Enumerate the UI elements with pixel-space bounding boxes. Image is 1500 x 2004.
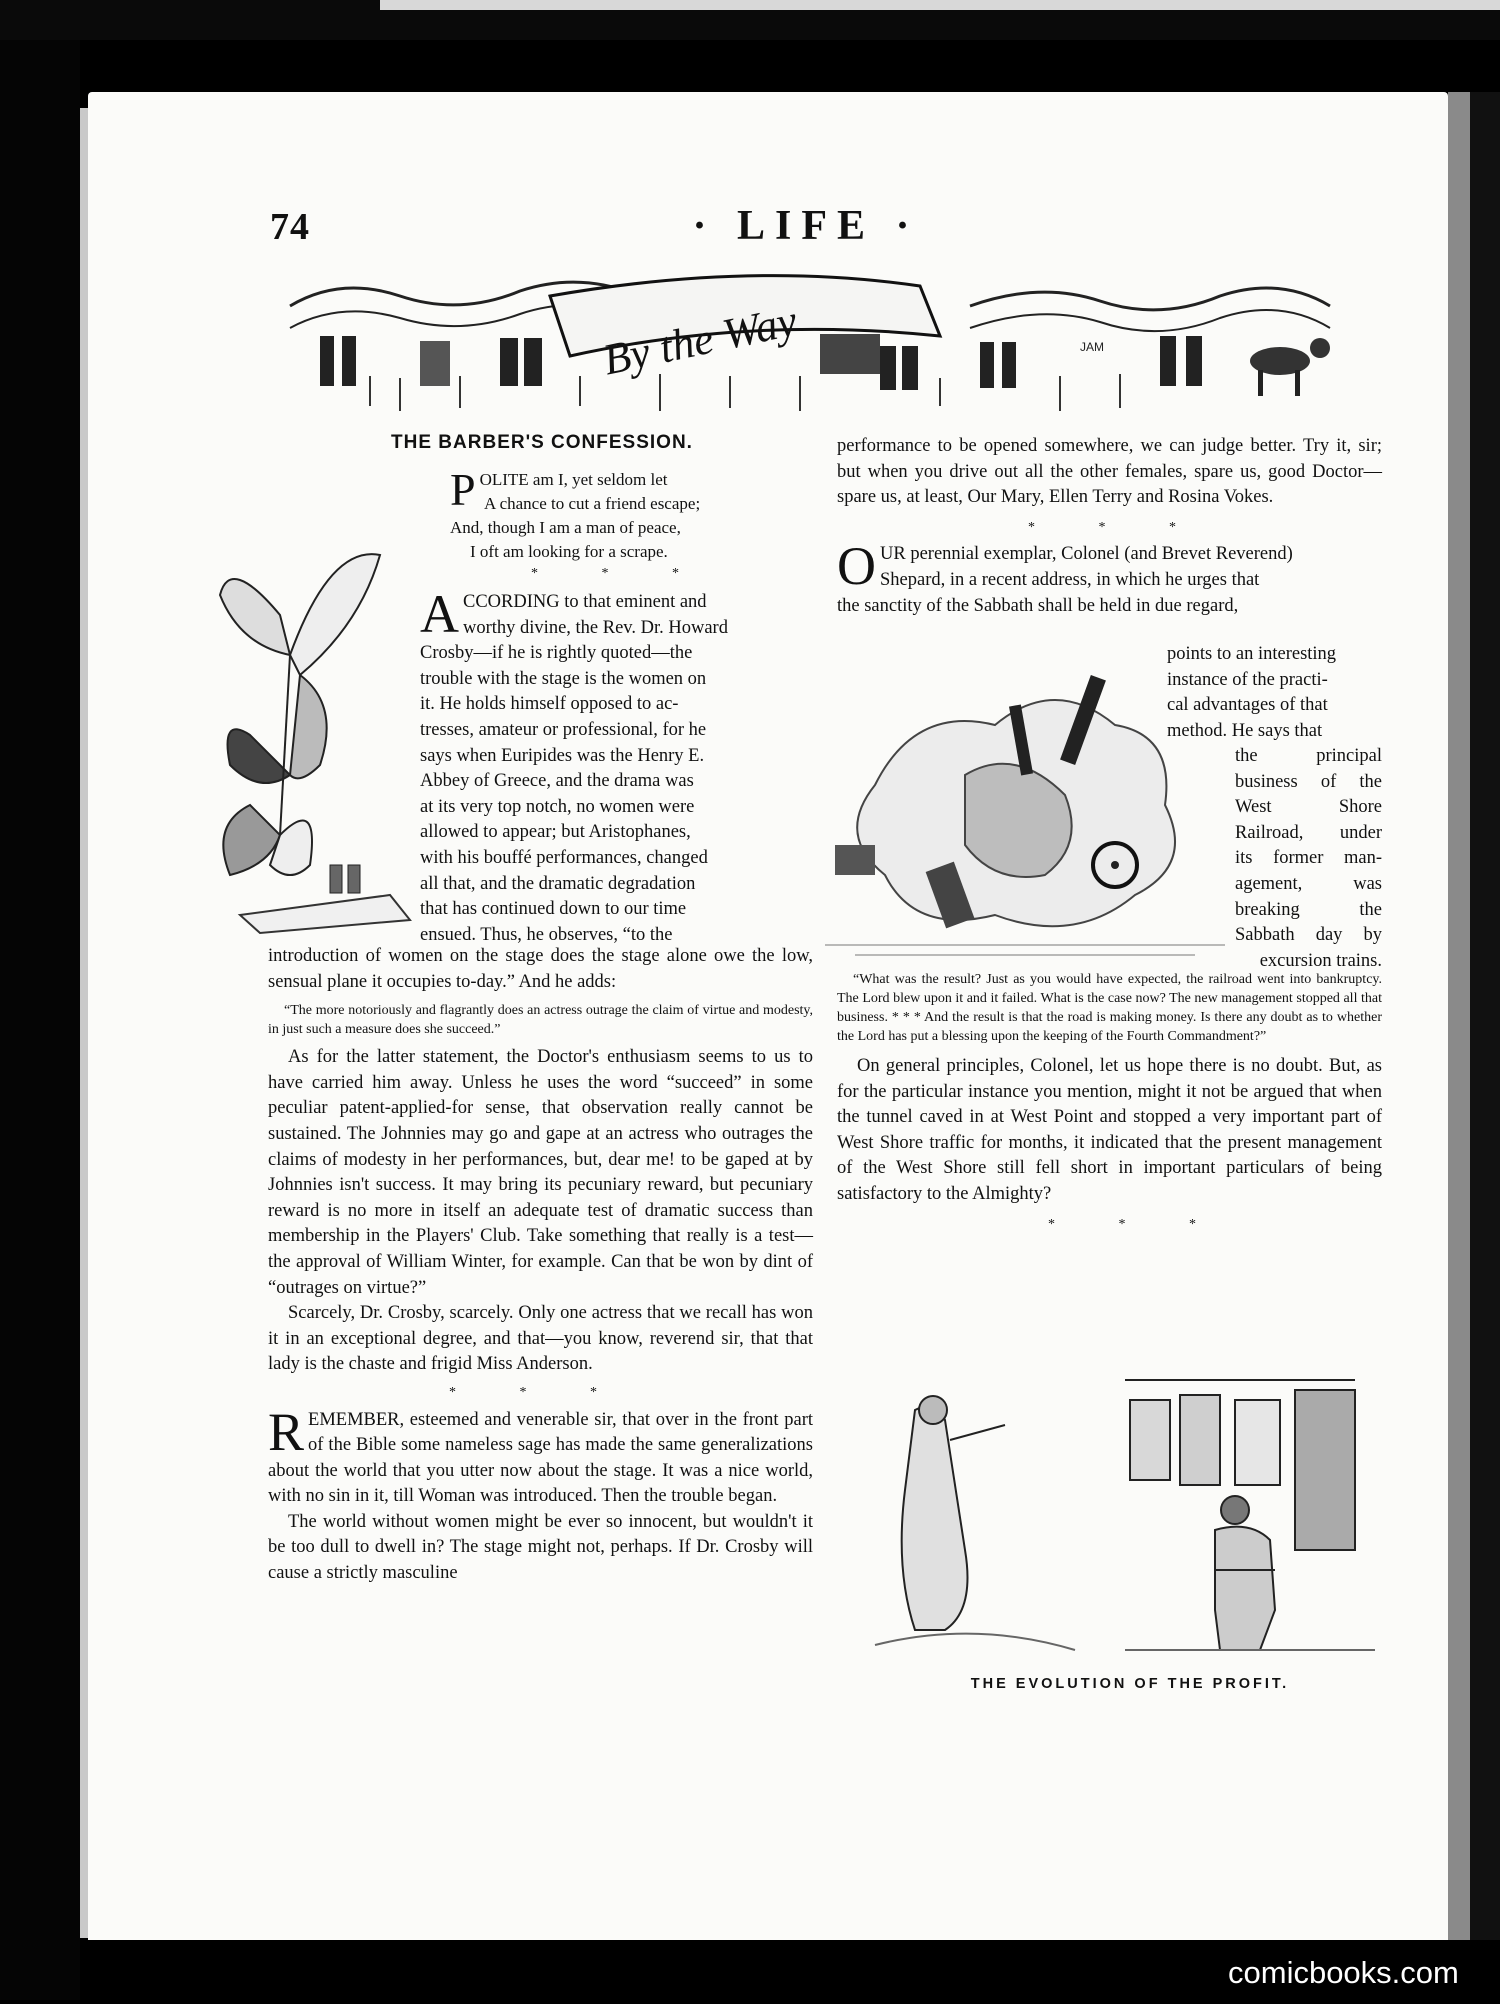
barber-poem	[450, 464, 750, 564]
text-line: Railroad, under	[1235, 822, 1382, 843]
text-line: Abbey of Greece, and the drama was	[420, 771, 694, 792]
section-divider: * * *	[1048, 1216, 1226, 1232]
text-line: it. He holds himself opposed to ac-	[420, 694, 679, 715]
text-line: Crosby—if he is rightly quoted—the	[420, 643, 693, 664]
text-line: UR perennial exemplar, Colonel (and Brevet Reverend)	[880, 544, 1293, 565]
text-line: tresses, amateur or professional, for he	[420, 719, 707, 740]
text-line: agement, was	[1235, 873, 1382, 894]
article-paragraph-2: As for the latter statement, the Doctor's enthusiasm seems to us to have carried him away. Unless he uses the word “succeed” in some peculiar patent-applied-for sense, that observation really cannot be sustained. The Johnnies may go and gape at an actress who outrages the claims of modesty in her performances, but, dear me! to be gaped at by Johnnies isn't success. It may bring its pecuniary reward, but pecuniary reward is no more in itself an adequate test of dramatic success than membership in the Players' Club. Take something that really is a test—the approval of William Winter, for example. Can that be won by dint of “outrages on virtue?”	[268, 1047, 813, 1298]
article-right-column-top	[837, 434, 1382, 619]
scan-paper-edge	[380, 0, 1500, 10]
text-line: ensued. Thus, he observes, “to the	[420, 924, 673, 945]
scan-background-left	[0, 40, 80, 2000]
text-line: the principal	[1235, 746, 1382, 766]
article-paragraph-1	[420, 584, 813, 948]
drop-cap: O	[837, 536, 876, 597]
text-line: says when Euripides was the Henry E.	[420, 745, 705, 766]
article-right-column-body	[837, 970, 1382, 1237]
text-line: the sanctity of the Sabbath shall be held in due regard,	[837, 595, 1239, 616]
poem-line: I oft am looking for a scrape.	[470, 542, 668, 561]
text-line: all that, and the dramatic degradation	[420, 873, 696, 894]
by-the-way-banner-illustration	[280, 266, 1380, 414]
butterflies-illustration	[210, 535, 415, 935]
text-line: excursion trains.	[1259, 950, 1382, 971]
shepard-quote: “What was the result? Just as you would have expected, the railroad went into bankruptcy. The Lord blew upon it and it failed. What is the case now? The new management stopped all that business. * * * And the result is that the road is making money. Is there any doubt as to whether the Lord has put a blessing upon the keeping of the Fourth Commandment?”	[837, 972, 1382, 1044]
right-paragraph-2-narrowest	[1235, 744, 1382, 974]
text-line: trouble with the stage is the women on	[420, 668, 707, 689]
text-line: instance of the practi-	[1167, 669, 1328, 690]
text-line: method. He says that	[1167, 720, 1323, 741]
article-heading: THE BARBER'S CONFESSION.	[391, 432, 693, 453]
poem-line: And, though I am a man of peace,	[450, 518, 681, 537]
section-divider: * * *	[449, 1384, 627, 1400]
drop-cap: R	[268, 1401, 305, 1462]
text-line: at its very top notch, no women were	[420, 796, 695, 817]
page-number: 74	[270, 206, 310, 248]
article-paragraph-3: Scarcely, Dr. Crosby, scarcely. Only one actress that we recall has won it in an exceptional degree, and that—you know, reverend sir, that that lady is the chaste and frigid Miss Anderson.	[268, 1303, 813, 1375]
right-paragraph-3: On general principles, Colonel, let us hope there is no doubt. But, as for the particular instance you mention, might it not be argued that when the tunnel caved in at West Point and stopped a very important part of West Shore traffic for months, it indicated that the present management of the West Shore still fell short in important particulars of being satisfactory to the Almighty?	[837, 1056, 1382, 1204]
text-line: business of the	[1235, 771, 1382, 792]
scan-background-right	[1470, 92, 1500, 1940]
poem-drop-cap: P	[450, 464, 476, 515]
banner-artist-signature: JAM	[1080, 340, 1104, 354]
illustration-caption: THE EVOLUTION OF THE PROFIT.	[970, 1676, 1290, 1692]
right-paragraph-2-narrow	[1167, 642, 1382, 744]
crosby-quote: “The more notoriously and flagrantly does an actress outrage the claim of virtue and modesty, in just such a measure does she succeed.”	[268, 1003, 813, 1038]
article-left-column-body	[268, 944, 813, 1587]
text-line: CCORDING to that eminent and	[463, 592, 707, 612]
right-paragraph-2	[837, 536, 1382, 619]
paragraph-1-tail: introduction of women on the stage does the stage alone owe the low, sensual plane it occupies to-day.” And he adds:	[268, 946, 813, 992]
poem-line: A chance to cut a friend escape;	[484, 494, 701, 513]
page-right-edge	[1448, 92, 1470, 1940]
drop-cap: A	[420, 584, 459, 644]
text-line: that has continued down to our time	[420, 899, 687, 920]
text-line: cal advantages of that	[1167, 695, 1328, 716]
text-line: breaking the	[1235, 899, 1382, 920]
section-divider: * * *	[531, 566, 709, 581]
right-paragraph-1: performance to be opened somewhere, we can judge better. Try it, sir; but when you drive out all the other females, spare us, good Doctor—spare us, at least, Our Mary, Ellen Terry and Rosina Vokes.	[837, 436, 1382, 508]
banner-text: By the Way	[598, 295, 802, 385]
text-line: Sabbath day by	[1235, 925, 1382, 946]
text-line: Shepard, in a recent address, in which he urges that	[880, 569, 1260, 590]
article-paragraph-5: The world without women might be ever so innocent, but wouldn't it be too dull to dwell in? The stage might not, perhaps. If Dr. Crosby will cause a strictly masculine	[268, 1511, 813, 1584]
text-line: allowed to appear; but Aristophanes,	[420, 822, 691, 843]
article-paragraph-4	[268, 1401, 813, 1510]
text-line: its former man-	[1235, 848, 1382, 869]
section-divider: * * *	[1028, 519, 1206, 535]
text-line: worthy divine, the Rev. Dr. Howard	[463, 617, 728, 638]
poem-line: OLITE am I, yet seldom let	[479, 470, 668, 489]
paragraph-4-text: EMEMBER, esteemed and venerable sir, that over in the front part of the Bible some nameless sage has made the same generalizations about the world that you utter now about the stage. It was a nice world, with no sin in it, till Woman was introduced. Then the trouble began.	[268, 1409, 813, 1507]
text-line: with his bouffé performances, changed	[420, 847, 708, 868]
site-watermark: comicbooks.com	[1228, 1955, 1459, 1990]
evolution-of-the-profit-illustration	[855, 1370, 1385, 1660]
text-line: points to an interesting	[1167, 644, 1337, 664]
masthead-title: · LIFE ·	[692, 203, 920, 249]
text-line: West Shore	[1235, 797, 1382, 818]
